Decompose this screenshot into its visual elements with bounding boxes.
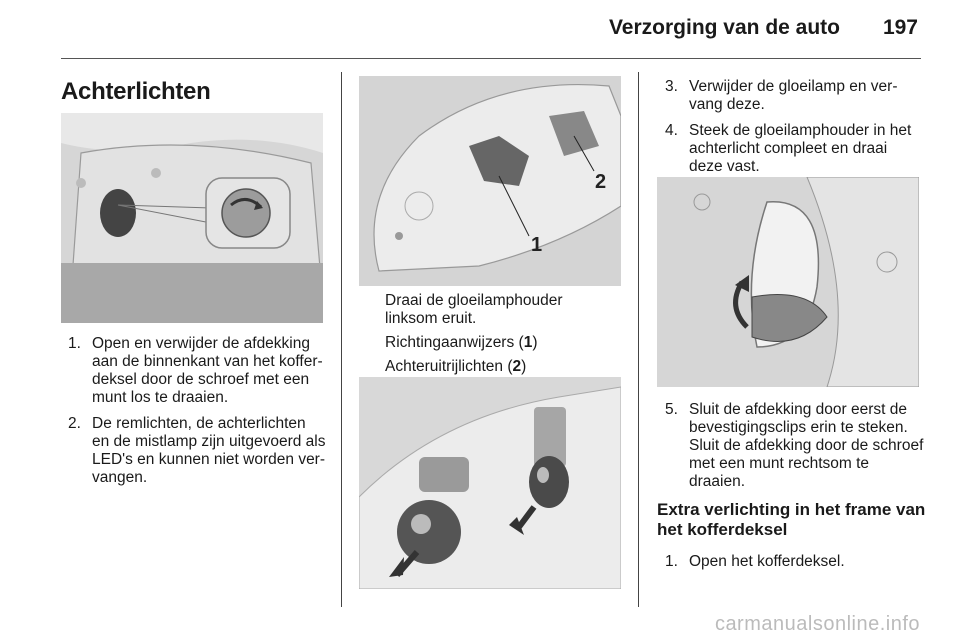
callout-1: 1 xyxy=(531,234,543,256)
bulbs-removed-illustration xyxy=(359,377,621,589)
list-item: 3. Verwijder de gloeilamp en ver-vang deze. xyxy=(665,78,898,113)
list-item: 2. De remlichten, de achterlichten en de mistlamp zijn uitgevoerd als LED's en kunnen niet worden ver-vangen. xyxy=(68,415,326,486)
reverse-light-item: Achteruitrijlichten (2) xyxy=(385,358,527,375)
cover-reinstall-illustration xyxy=(657,177,919,387)
steps-list-col1 xyxy=(68,335,326,495)
bulb-holder-illustration xyxy=(359,76,621,286)
header-rule xyxy=(61,58,921,59)
steps-list-col3-mid xyxy=(665,401,925,499)
list-item: 4. Steek de gloeilamphouder in het achterlicht compleet en draai deze vast. xyxy=(665,122,912,175)
subheading: Extra verlichting in het frame van het kofferdeksel xyxy=(657,500,926,539)
running-header-title: Verzorging van de auto xyxy=(608,16,840,39)
page-number: 197 xyxy=(882,16,918,39)
instruction-text: Draai de gloeilamphouder linksom eruit. xyxy=(385,292,563,327)
list-item: 1. Open het kofferdeksel. xyxy=(665,553,845,570)
column-divider-2 xyxy=(638,72,639,607)
steps-list-col3-bottom xyxy=(665,553,925,579)
steps-list-col3-top xyxy=(665,78,925,184)
callout-2: 2 xyxy=(595,171,607,193)
indicator-item: Richtingaanwijzers (1) xyxy=(385,334,538,351)
section-title: Achterlichten xyxy=(61,78,211,105)
trunk-lid-cover-illustration xyxy=(61,113,323,323)
watermark: carmanualsonline.info xyxy=(714,613,920,635)
list-item: 1. Open en verwijder de afdekking aan de binnenkant van het koffer-deksel door de schroef met een munt los te draaien. xyxy=(68,335,323,406)
list-item: 5. Sluit de afdekking door eerst de bevestigingsclips erin te steken. Sluit de afdekking door de schroef met een munt rechtsom te draaien. xyxy=(665,401,924,490)
column-divider-1 xyxy=(341,72,342,607)
